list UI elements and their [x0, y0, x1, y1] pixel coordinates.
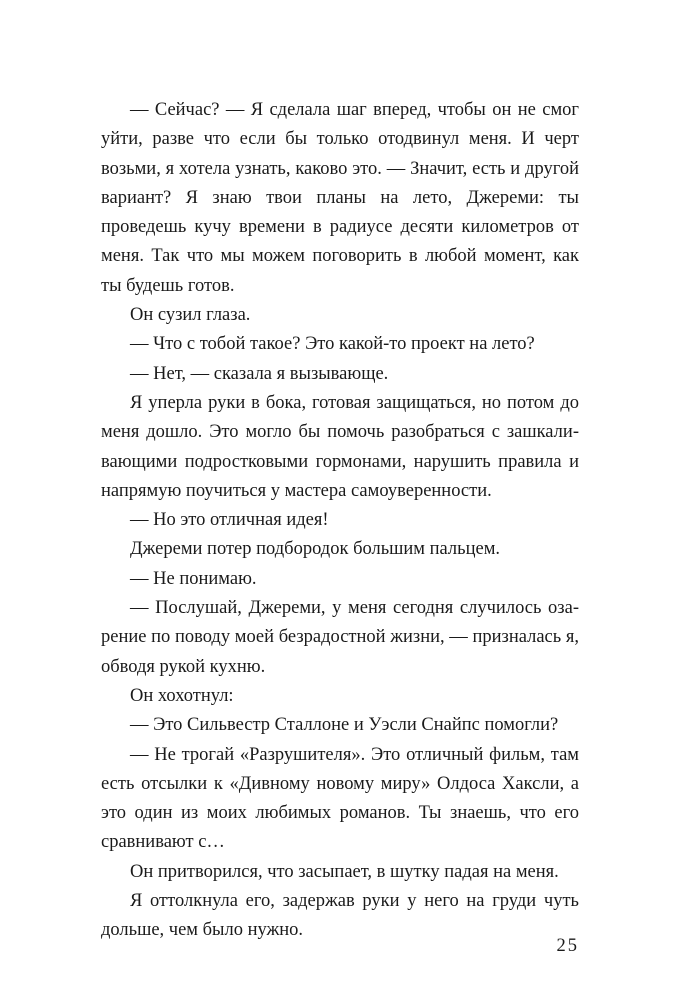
paragraph-6: — Но это отличная идея! [130, 510, 329, 531]
paragraph-3: — Что с тобой такое? Это какой-то проект на лето? [130, 334, 535, 355]
paragraph-11: — Это Сильвестр Сталлоне и Уэсли Снайпс помогли? [130, 715, 559, 736]
paragraph-13: Он притворился, что засыпает, в шутку падая на меня. [130, 861, 559, 882]
paragraph-1: — Сейчас? — Я сделала шаг вперед, чтобы он не смог уйти, разве что если бы только отодвинул меня. И черт возьми, я хотела узнать, каково это. — Значит, есть и другой вариант? Я знаю твои планы на лето, Джереми: ты проведешь кучу времени в радиусе десяти километров от меня. Так что мы можем поговорить в любой момент, как ты будешь готов. [101, 100, 579, 296]
paragraph-2: Он сузил глаза. [130, 305, 251, 326]
paragraph-8: — Не понимаю. [130, 568, 257, 589]
paragraph-7: Джереми потер подбородок большим пальцем. [130, 539, 501, 560]
book-page-text [101, 96, 579, 946]
paragraph-5: Я уперла руки в бока, готовая защищаться, но потом до меня дошло. Это могло бы помочь разобраться с зашкаливающими подростковыми гормонами, нарушить правила и напрямую поучиться у мастера самоуверенности. [101, 392, 579, 501]
paragraph-12: — Не трогай «Разрушителя». Это отличный фильм, там есть отсылки к «Дивному новому миру» Олдоса Хаксли, а это один из моих любимых романов. Ты знаешь, что его сравнивают с… [101, 744, 579, 853]
page-number: 25 [556, 936, 579, 956]
paragraph-4: — Нет, — сказала я вызывающе. [130, 363, 389, 384]
paragraph-14: Я оттолкнула его, задержав руки у него на груди чуть дольше, чем было нужно. [101, 891, 579, 941]
paragraph-10: Он хохотнул: [130, 685, 234, 706]
paragraph-9: — Послушай, Джереми, у меня сегодня случилось озарение по поводу моей безрадостной жизни, — призналась я, обводя рукой кухню. [101, 598, 579, 677]
